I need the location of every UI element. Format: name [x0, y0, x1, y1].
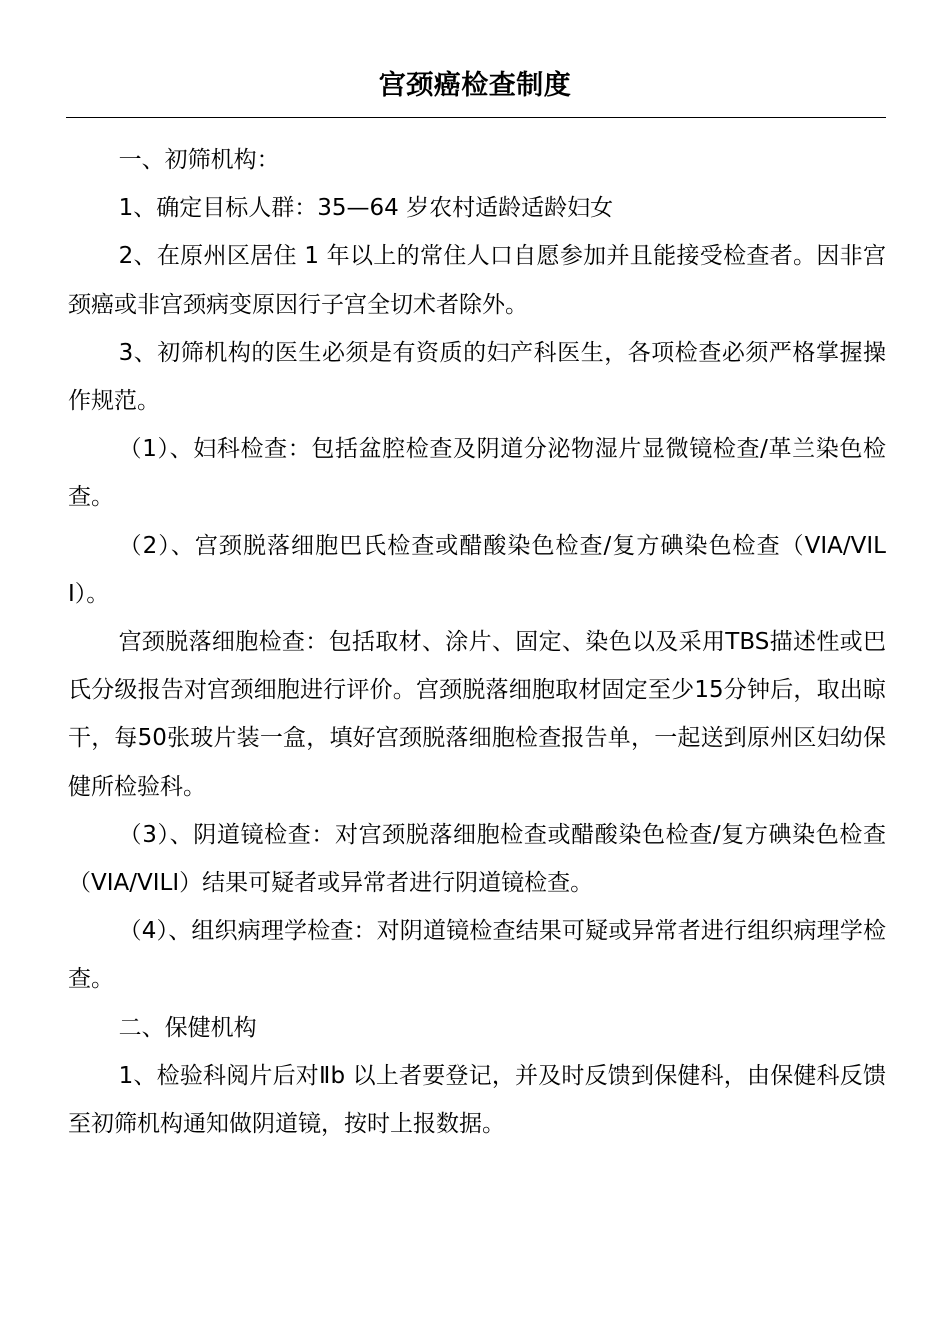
section-heading-screening: 一、初筛机构：: [118, 147, 280, 173]
paragraph-eligibility: 2、在原州区居住 1 年以上的常住人口自愿参加并且能接受检查者。因非宫颈癌或非宫颈病变原因行子宫全切术者除外。: [68, 243, 886, 318]
paragraph-lab-reporting: 1、检验科阅片后对Ⅱb 以上者要登记，并及时反馈到保健科，由保健科反馈至初筛机构通知做阴道镜，按时上报数据。: [68, 1062, 886, 1138]
paragraph-histopathology: （4）、组织病理学检查：对阴道镜检查结果可疑或异常者进行组织病理学检查。: [68, 918, 886, 993]
paragraph-target-population: 1、确定目标人群：35—64 岁农村适龄适龄妇女: [118, 195, 614, 222]
paragraph-cytology-via-vili: （2）、宫颈脱落细胞巴氏检查或醋酸染色检查/复方碘染色检查（VIA/VILI）。: [68, 532, 886, 607]
document-body: [68, 136, 886, 1148]
paragraph-cytology-procedure: 宫颈脱落细胞检查：包括取材、涂片、固定、染色以及采用TBS描述性或巴氏分级报告对宫颈细胞进行评价。宫颈脱落细胞取材固定至少15分钟后，取出晾干，每50张玻片装一盒，填好宫颈脱落细胞检查报告单，一起送到原州区妇幼保健所检验科。: [68, 629, 886, 800]
paragraph-gynecological-exam: （1）、妇科检查：包括盆腔检查及阴道分泌物湿片显微镜检查/革兰染色检查。: [68, 436, 886, 511]
paragraph-doctor-qualification: 3、初筛机构的医生必须是有资质的妇产科医生，各项检查必须严格掌握操作规范。: [68, 339, 886, 415]
title-divider: [66, 117, 886, 118]
paragraph-colposcopy: （3）、阴道镜检查：对宫颈脱落细胞检查或醋酸染色检查/复方碘染色检查（VIA/VILI）结果可疑者或异常者进行阴道镜检查。: [68, 821, 886, 897]
document-title: 宫颈癌检查制度: [378, 70, 572, 101]
section-heading-health-institution: 二、保健机构: [118, 1014, 257, 1041]
